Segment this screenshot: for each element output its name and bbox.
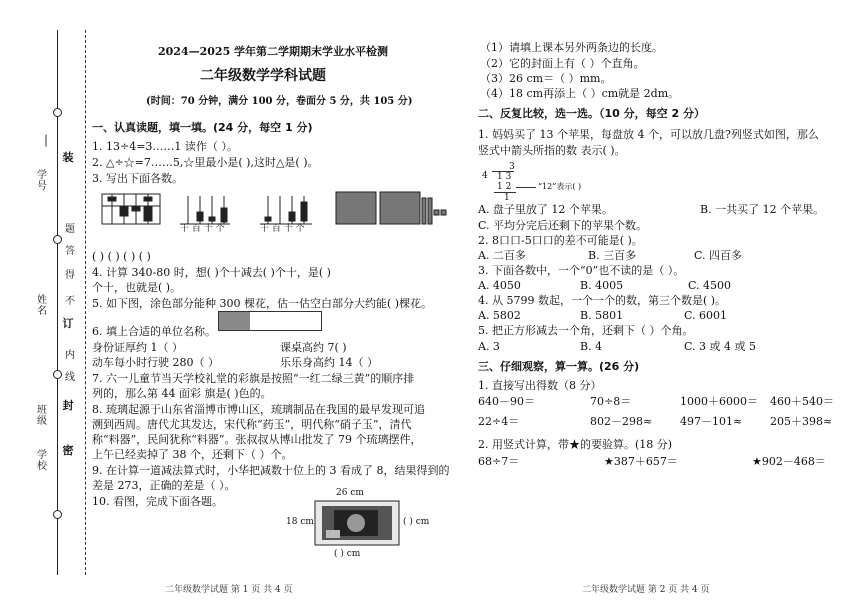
option: A. 3 <box>478 340 500 353</box>
question: 1. 妈妈买了 13 个苹果，每盘放 4 个，可以放几盘?列竖式如图，那么 <box>478 128 819 141</box>
place-label: 个 <box>295 224 305 234</box>
option: B. 4005 <box>580 279 624 292</box>
counting-rods-2 <box>260 196 312 224</box>
question: 差是 273，正确的差是（ ）。 <box>92 479 236 492</box>
question: 课桌高约 7( ) <box>280 341 347 354</box>
class-label: 班级 <box>37 405 47 427</box>
place-label: 千 <box>180 224 190 234</box>
option: B. 一共买了 12 个苹果。 <box>700 203 825 216</box>
page-footer: 二年级数学试题 第 2 页 共 4 页 <box>582 585 710 595</box>
question: 乐乐身高约 14（ ） <box>280 356 378 369</box>
question: 2. 8口口-5口口的差不可能是( )。 <box>478 234 643 247</box>
calc-item: ★902－468＝ <box>752 455 826 468</box>
seal-char: 题 <box>65 224 75 235</box>
exam-note: (时间：70 分钟，满分 100 分，卷面分 5 分，共 105 分) <box>146 96 413 107</box>
question: 竖式中箭头所指的数 表示( )。 <box>478 144 626 157</box>
rods-label <box>260 223 305 236</box>
option: B. 4 <box>580 340 603 353</box>
place-label: 千 <box>260 224 270 234</box>
question: 10. 看图，完成下面各题。 <box>92 495 223 508</box>
place-label: 十 <box>203 224 213 234</box>
option: C. 4500 <box>688 279 732 292</box>
question: 3. 下面各数中，一个“0”也不读的是（ ）。 <box>478 264 685 277</box>
place-label: 百 <box>191 224 201 234</box>
div-quotient: 3 <box>509 162 515 172</box>
question: 2. 用竖式计算，带★的要验算。(18 分) <box>478 438 673 451</box>
question: 6. 填上合适的单位名称。 <box>92 325 216 338</box>
calc-item: 70÷8＝ <box>590 395 632 408</box>
calc-item: 22÷4＝ <box>478 415 520 428</box>
div-arrow <box>516 187 536 188</box>
place-label: 个 <box>215 224 225 234</box>
question: 动车每小时行驶 280（ ） <box>92 356 219 369</box>
flower-bar-shaded <box>219 312 250 330</box>
calc-item: ★387＋657＝ <box>604 455 678 468</box>
question: 列的，那么第 44 面彩 旗是( )色的。 <box>92 387 272 400</box>
question: 4. 从 5799 数起，一个一个的数，第三个数是( )。 <box>478 294 727 307</box>
question: 身份证厚约 1（ ） <box>92 341 183 354</box>
book-width-label: 26 cm <box>336 488 364 498</box>
seal-char: 密 <box>62 444 74 457</box>
abacus-1 <box>102 194 160 224</box>
counting-rods-1 <box>180 196 230 224</box>
option: C. 四百多 <box>694 249 743 262</box>
sub-question: （3）26 cm＝（ ）mm。 <box>480 72 612 85</box>
calc-item: 460＋540＝ <box>770 395 834 408</box>
fill-line <box>46 135 47 147</box>
option: B. 三百多 <box>588 249 637 262</box>
question: 称“料器”，民间犹称“料器”。张叔叔从博山批发了 79 个琉璃摆件， <box>92 433 422 446</box>
exam-subject: 二年级数学学科试题 <box>200 68 326 84</box>
sub-question: （2）它的封面上有（ ）个直角。 <box>480 57 645 70</box>
question: 2. △÷☆=7……5,☆里最小是( ),这时△是( )。 <box>92 156 319 169</box>
question: 4. 计算 340-80 时，想( )个十减去( )个十，是( ) <box>92 266 331 279</box>
book-bottom-blank: ( ) cm <box>334 549 361 559</box>
question: 溯到西周。唐代尤其发达，宋代称“药玉”，明代称“硝子玉”，清代 <box>92 418 412 431</box>
calc-item: 802－298≈ <box>590 415 653 428</box>
seal-char: 不 <box>65 296 75 307</box>
exam-title: 2024—2025 学年第二学期期末学业水平检测 <box>158 45 389 58</box>
book-height-label: 18 cm <box>286 517 314 527</box>
section-1-heading: 一、认真读题，填一填。(24 分，每空 1 分) <box>92 121 313 134</box>
option: C. 平均分完后还剩下的苹果个数。 <box>478 219 648 232</box>
page-footer: 二年级数学试题 第 1 页 共 4 页 <box>165 585 293 595</box>
option: C. 3 或 4 或 5 <box>684 340 756 353</box>
option: C. 6001 <box>684 309 728 322</box>
div-remainder: 1 <box>504 193 510 203</box>
seal-char: 订 <box>62 317 74 330</box>
question: 个十，也就是( )。 <box>92 281 182 294</box>
seal-char: 内 <box>65 350 75 361</box>
section-2-heading: 二、反复比较，选一选。（10 分，每空 2 分） <box>478 107 705 120</box>
question: 5. 如下图，涂色部分能种 300 棵花，估一估空白部分大约能( )棵花。 <box>92 297 433 310</box>
flower-bar <box>218 311 322 331</box>
calc-item: 640－90＝ <box>478 395 535 408</box>
place-label: 十 <box>283 224 293 234</box>
seal-char: 得 <box>65 270 75 281</box>
rods-label <box>180 223 225 236</box>
question: 1. 直接写出得数（8 分） <box>478 379 602 392</box>
binding-hole <box>53 510 62 519</box>
section-3-heading: 三、仔细观察，算一算。(26 分) <box>478 360 640 373</box>
option: A. 4050 <box>478 279 521 292</box>
place-label: 百 <box>271 224 281 234</box>
sub-question: （4）18 cm再添上（ ）cm就是 2dm。 <box>480 87 680 100</box>
div-dividend: 1 3 <box>497 172 512 182</box>
option: A. 5802 <box>478 309 521 322</box>
question: 9. 在计算一道减法算式时，小华把减数十位上的 3 看成了 8，结果得到的 <box>92 464 450 477</box>
textbook-cover <box>314 500 400 546</box>
option: A. 二百多 <box>478 249 526 262</box>
cube-blocks <box>336 192 446 224</box>
school-label: 学校 <box>37 450 47 472</box>
question: 8. 琉璃起源于山东省淄博市博山区，琉璃制品在我国的最早发现可追 <box>92 403 425 416</box>
answer-blanks: ( ) ( ) ( ) ( ) <box>92 250 151 263</box>
seal-char: 答 <box>65 246 75 257</box>
calc-item: 205＋398≈ <box>770 415 833 428</box>
question: 上午已经卖掉了 38 个，还剩下（ ）个。 <box>92 448 293 461</box>
binding-hole <box>53 235 62 244</box>
question: 5. 把正方形减去一个角，还剩下（ ）个角。 <box>478 324 694 337</box>
div-divisor: 4 <box>482 171 488 181</box>
div-arrow-label: “12”表示( ) <box>538 182 582 191</box>
binding-hole <box>53 370 62 379</box>
sub-question: （1）请填上课本另外两条边的长度。 <box>480 41 663 54</box>
seal-char: 线 <box>65 372 75 383</box>
calc-item: 497－101≈ <box>680 415 743 428</box>
student-id-label: 学号 <box>37 170 47 192</box>
question: 7. 六一儿童节当天学校礼堂的彩旗是按照“一红二绿三黄”的顺序排 <box>92 372 415 385</box>
calc-item: 1000＋6000＝ <box>680 395 758 408</box>
question: 1. 13÷4=3……1 读作（ ）。 <box>92 140 238 153</box>
option: B. 5801 <box>580 309 624 322</box>
question: 3. 写出下面各数。 <box>92 172 183 185</box>
option: A. 盘子里放了 12 个苹果。 <box>478 203 613 216</box>
calc-item: 68÷7＝ <box>478 455 520 468</box>
seal-char: 装 <box>62 151 74 164</box>
name-label: 姓名 <box>37 295 47 317</box>
binding-line-dashed <box>85 30 86 575</box>
seal-char: 封 <box>62 399 74 412</box>
book-right-blank: ( ) cm <box>403 517 430 527</box>
div-product: 1 2 <box>497 182 512 192</box>
binding-hole <box>53 108 62 117</box>
